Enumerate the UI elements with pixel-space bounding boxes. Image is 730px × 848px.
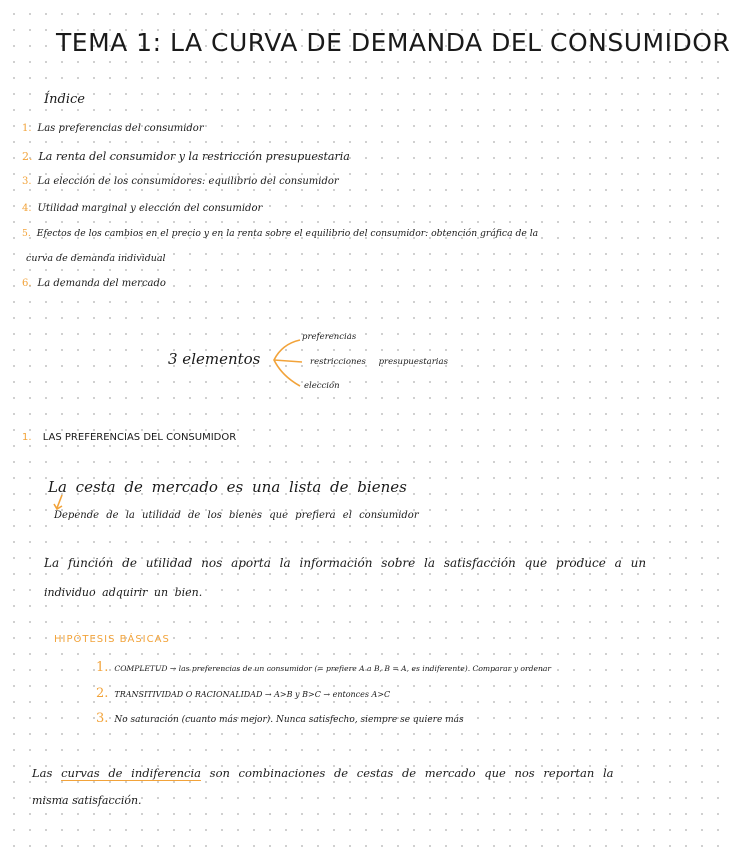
indifference-curves-text (32, 766, 614, 780)
hypothesis-item (96, 711, 464, 726)
utility-function-continuation: individuo adquirir un bien. (44, 586, 203, 599)
utility-function-text: La función de utilidad nos aporta la información sobre la satisfacción que produce a un (44, 556, 647, 570)
hypothesis-text: COMPLETUD → las preferencias de un consumidor (= prefiere A a B, B = A, es indiferente). Comparar y ordenar (114, 664, 552, 673)
hypothesis-text: No saturación (cuanto más mejor). Nunca satisfecho, siempre se quiere más (114, 715, 464, 725)
indifference-curves-continuation: misma satisfacción. (32, 794, 142, 807)
section-number: 1. (22, 432, 32, 443)
basket-definition: La cesta de mercado es una lista de bienes (48, 478, 407, 496)
underlined-term: curvas de indiferencia (61, 766, 202, 780)
section-heading (22, 432, 236, 443)
index-item (22, 278, 166, 289)
elements-label: 3 elementos (168, 350, 261, 368)
index-number: 2. (22, 150, 33, 163)
index-text: Utilidad marginal y elección del consumidor (37, 203, 263, 214)
index-number: 6. (22, 278, 32, 289)
index-number: 5. (22, 228, 31, 239)
hypotheses-heading: HIPÓTESIS BÁSICAS (54, 634, 170, 645)
index-number: 1. (22, 123, 32, 134)
hypothesis-text: TRANSITIVIDAD O RACIONALIDAD → A>B y B>C → entonces A>C (114, 690, 391, 699)
index-text: Las preferencias del consumidor (37, 123, 204, 134)
element-item: preferencias (302, 332, 357, 342)
section-title: LAS PREFERENCIAS DEL CONSUMIDOR (42, 432, 237, 443)
index-text: La elección de los consumidores: equilibrio del consumidor (37, 176, 339, 187)
hypothesis-item (96, 686, 390, 701)
text-fragment: Las (32, 766, 53, 780)
text-fragment: son combinaciones de cestas de mercado que nos reportan la (209, 766, 614, 780)
index-item (22, 176, 339, 187)
hypothesis-number: 3. (96, 711, 109, 726)
index-item-continuation: curva de demanda individual (26, 253, 166, 264)
hypothesis-item (96, 660, 551, 675)
element-item: elección (304, 381, 340, 391)
index-number: 4. (22, 203, 32, 214)
index-item (22, 228, 538, 239)
index-text: Efectos de los cambios en el precio y en la renta sobre el equilibrio del consumidor: obtención gráfica de la (36, 228, 539, 239)
index-number: 3. (22, 176, 32, 187)
element-item: restricciones presupuestarias (310, 357, 448, 367)
bracket-arrows-icon (266, 334, 306, 394)
hypothesis-number: 2. (96, 686, 109, 701)
hypothesis-number: 1. (96, 660, 109, 675)
index-item (22, 123, 204, 134)
index-item (22, 150, 350, 163)
basket-subnote: Depende de la utilidad de los bienes que prefiera el consumidor (54, 510, 419, 521)
index-item (22, 203, 262, 214)
index-text: La demanda del mercado (37, 278, 166, 289)
index-heading: Índice (44, 92, 85, 107)
index-text: La renta del consumidor y la restricción presupuestaria (38, 150, 350, 163)
page-title: TEMA 1: LA CURVA DE DEMANDA DEL CONSUMIDOR (56, 28, 730, 57)
